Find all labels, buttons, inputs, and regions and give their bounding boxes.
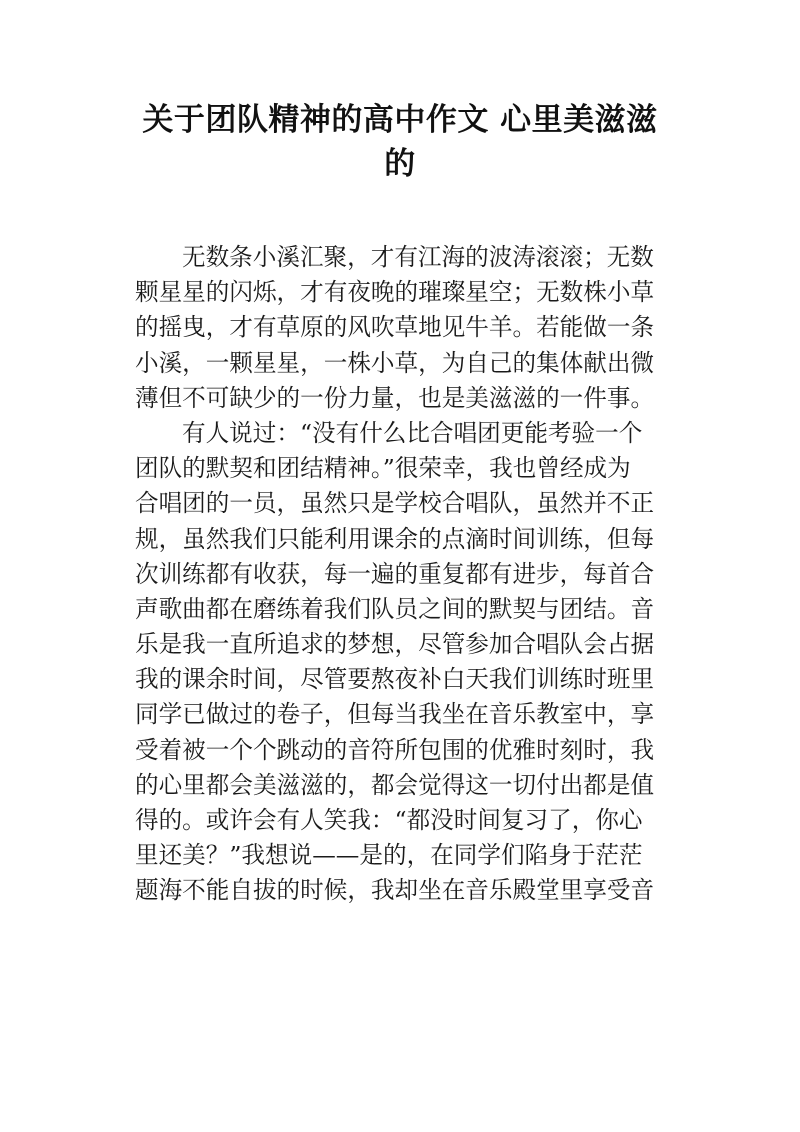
paragraph-line: 规，虽然我们只能利用课余的点滴时间训练，但每 [135,524,655,553]
paragraph-line: 声歌曲都在磨练着我们队员之间的默契与团结。音 [135,594,655,623]
paragraph-line: 同学已做过的卷子，但每当我坐在音乐教室中，享 [135,700,655,729]
paragraph-line: 受着被一个个跳动的音符所包围的优雅时刻时，我 [135,735,655,764]
paragraph-line: 无数条小溪汇聚，才有江海的波涛滚滚；无数 [182,243,654,271]
paragraph-line: 的心里都会美滋滋的，都会觉得这一切付出都是值 [135,770,655,799]
paragraph-line: 的摇曳，才有草原的风吹草地见牛羊。若能做一条 [135,313,655,342]
paragraph-line: 颗星星的闪烁，才有夜晚的璀璨星空；无数株小草 [135,278,655,307]
paragraph-line: 得的。或许会有人笑我：“都没时间复习了，你心 [135,806,643,834]
paragraph-line: 有人说过：“没有什么比合唱团更能考验一个 [182,418,643,447]
title-line-2: 的 [384,146,416,182]
document-body [135,240,675,909]
paragraph-line: 团队的默契和团结精神。”很荣幸，我也曾经成为 [135,454,631,483]
paragraph-line: 乐是我一直所追求的梦想，尽管参加合唱队会占据 [135,630,655,659]
document-title [120,98,680,186]
paragraph-line: 合唱团的一员，虽然只是学校合唱队，虽然并不正 [135,489,655,518]
paragraph-line: 小溪，一颗星星，一株小草，为自己的集体献出微 [135,348,655,377]
paragraph-line: 薄但不可缺少的一份力量，也是美滋滋的一件事。 [135,383,655,412]
title-line-1: 关于团队精神的高中作文 心里美滋滋 [142,102,658,138]
paragraph-line: 我的课余时间，尽管要熬夜补白天我们训练时班里 [135,665,655,694]
paragraph-line: 里还美？”我想说——是的，在同学们陷身于茫茫 [135,841,643,870]
paragraph-line: 次训练都有收获，每一遍的重复都有进步，每首合 [135,559,655,588]
paragraph-line: 题海不能自拔的时候，我却坐在音乐殿堂里享受音 [135,876,655,905]
